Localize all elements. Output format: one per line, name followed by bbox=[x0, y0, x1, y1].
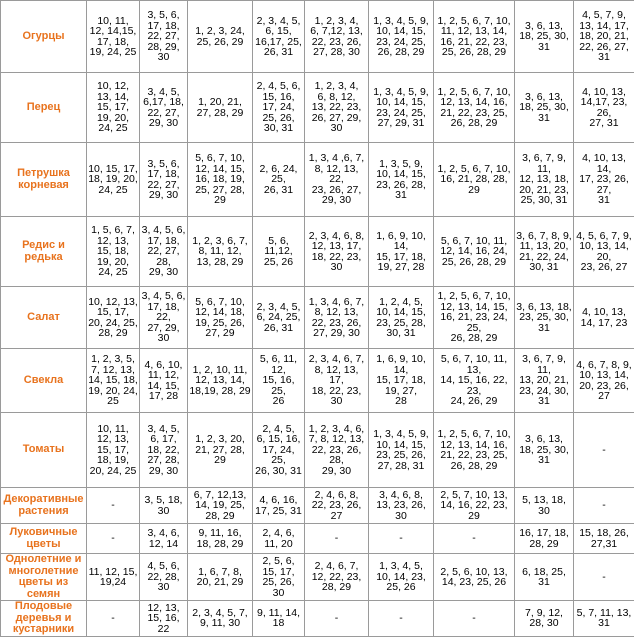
table-row bbox=[1, 143, 634, 217]
table-row bbox=[1, 524, 634, 554]
day-cell: 1, 6, 7, 8, 20, 21, 29 bbox=[188, 554, 253, 601]
day-cell: 4, 5, 6, 7, 9, 10, 13, 14, 20, 23, 26, 27 bbox=[574, 217, 634, 287]
day-cell: 3, 5, 6, 17, 18, 22, 27, 29, 30 bbox=[140, 143, 188, 217]
day-cell: 2, 4, 6, 8, 22, 23, 26, 27 bbox=[305, 488, 369, 524]
day-cell: 1, 2, 5, 6, 7, 10, 11, 12, 13, 14, 16, 21, 22, 23, 25, 26, 28, 29 bbox=[434, 1, 515, 73]
day-cell: 3, 4, 5, 6,17, 18, 22, 27, 29, 30 bbox=[140, 73, 188, 143]
day-cell: 9, 11, 16, 18, 28, 29 bbox=[188, 524, 253, 554]
day-cell: 10, 12, 13, 15, 17, 20, 24, 25, 28, 29 bbox=[87, 287, 140, 349]
day-cell: 4, 6, 10, 11, 12, 14, 15, 17, 28 bbox=[140, 349, 188, 413]
table-row bbox=[1, 1, 634, 73]
day-cell: 11, 12, 15, 19,24 bbox=[87, 554, 140, 601]
day-cell: - bbox=[87, 488, 140, 524]
day-cell: 1, 2, 5, 6, 7, 10, 12, 13, 14, 15, 16, 21, 23, 24, 25, 26, 28, 29 bbox=[434, 287, 515, 349]
day-cell: 1, 2, 5, 6, 7, 10, 12, 13, 14, 16, 21, 22, 23, 25, 26, 28, 29 bbox=[434, 73, 515, 143]
day-cell: 4, 6, 16, 17, 25, 31 bbox=[253, 488, 305, 524]
crop-label: Плодовые деревья и кустарники bbox=[1, 601, 87, 637]
day-cell: 10, 12, 13, 14, 15, 17, 19, 20, 24, 25 bbox=[87, 73, 140, 143]
day-cell: 1, 3, 4, 5, 9, 10, 14, 15, 23, 24, 25, 27, 29, 31 bbox=[369, 73, 434, 143]
table-row bbox=[1, 349, 634, 413]
day-cell: 4, 10, 13, 14, 17, 23, 26, 27, 31 bbox=[574, 143, 634, 217]
day-cell: 4, 6, 7, 8, 9, 10, 13, 14, 20, 23, 26, 27 bbox=[574, 349, 634, 413]
day-cell: 3, 6, 7, 9, 11, 12, 13, 18, 20, 21, 23, 25, 30, 31 bbox=[515, 143, 574, 217]
day-cell: 15, 18, 26, 27,31 bbox=[574, 524, 634, 554]
crop-label: Томаты bbox=[1, 413, 87, 488]
day-cell: 2, 4, 5, 6, 15, 16, 17, 24, 25, 26, 30, 31 bbox=[253, 413, 305, 488]
crop-label: Луковичные цветы bbox=[1, 524, 87, 554]
day-cell: 2, 6, 24, 25, 26, 31 bbox=[253, 143, 305, 217]
crop-label: Перец bbox=[1, 73, 87, 143]
day-cell: 1, 20, 21, 27, 28, 29 bbox=[188, 73, 253, 143]
day-cell: 1, 2, 3, 4, 6, 7, 8, 12, 13, 22, 23, 26, 28, 29, 30 bbox=[305, 413, 369, 488]
day-cell: 6, 18, 25, 31 bbox=[515, 554, 574, 601]
day-cell: 1, 3, 4, 5, 9, 10, 14, 15, 23, 24, 25, 26, 28, 29 bbox=[369, 1, 434, 73]
day-cell: 5, 6, 7, 10, 12, 14, 15, 16, 18, 19, 25, 27, 28, 29 bbox=[188, 143, 253, 217]
crop-label: Редис и редька bbox=[1, 217, 87, 287]
day-cell: 2, 3, 4, 5, 6, 24, 25, 26, 31 bbox=[253, 287, 305, 349]
day-cell: 3, 6, 13, 18, 25, 30, 31 bbox=[515, 1, 574, 73]
day-cell: 5, 13, 18, 30 bbox=[515, 488, 574, 524]
day-cell: 3, 5, 6, 17, 18, 22, 27, 28, 29, 30 bbox=[140, 1, 188, 73]
day-cell: 3, 4, 6, 8, 13, 23, 26, 30 bbox=[369, 488, 434, 524]
day-cell: - bbox=[87, 601, 140, 637]
day-cell: 1, 2, 5, 6, 7, 10, 12, 13, 14, 16, 21, 22, 23, 25, 26, 28, 29 bbox=[434, 413, 515, 488]
crop-label: Однолетние и многолетние цветы из семян bbox=[1, 554, 87, 601]
crop-label: Огурцы bbox=[1, 1, 87, 73]
day-cell: 1, 2, 3, 4, 6, 8, 12, 13, 22, 23, 26, 27, 29, 30 bbox=[305, 73, 369, 143]
day-cell: - bbox=[434, 601, 515, 637]
day-cell: 5, 6, 7, 10, 11, 12, 14, 16, 24, 25, 26, 28, 29 bbox=[434, 217, 515, 287]
crop-label: Салат bbox=[1, 287, 87, 349]
day-cell: 1, 2, 3, 20, 21, 27, 28, 29 bbox=[188, 413, 253, 488]
day-cell: 9, 11, 14, 18 bbox=[253, 601, 305, 637]
day-cell: - bbox=[305, 524, 369, 554]
day-cell: 12, 13, 15, 16, 22 bbox=[140, 601, 188, 637]
day-cell: 2, 3, 4, 6, 7, 8, 12, 13, 17, 18, 22, 23, 30 bbox=[305, 349, 369, 413]
day-cell: 1, 6, 9, 10, 14, 15, 17, 18, 19, 27, 28 bbox=[369, 217, 434, 287]
calendar-body bbox=[1, 1, 634, 637]
day-cell: 1, 3, 5, 9, 10, 14, 15, 23, 26, 28, 31 bbox=[369, 143, 434, 217]
day-cell: 4, 5, 7, 9, 13, 14, 17, 18, 20, 21, 22, 26, 27, 31 bbox=[574, 1, 634, 73]
day-cell: 3, 6, 7, 8, 9, 11, 13, 20, 21, 22, 24, 30, 31 bbox=[515, 217, 574, 287]
day-cell: 2, 3, 4, 5, 7, 9, 11, 30 bbox=[188, 601, 253, 637]
day-cell: 1, 6, 9, 10, 14, 15, 17, 18, 19, 27, 28 bbox=[369, 349, 434, 413]
day-cell: 2, 3, 4, 6, 8, 12, 13, 17, 18, 22, 23, 30 bbox=[305, 217, 369, 287]
day-cell: 3, 4, 5, 6, 17, 18, 22, 27, 28, 29, 30 bbox=[140, 413, 188, 488]
day-cell: 2, 4, 5, 6, 15, 16, 17, 24, 25, 26, 30, 31 bbox=[253, 73, 305, 143]
day-cell: 2, 4, 6, 11, 20 bbox=[253, 524, 305, 554]
day-cell: - bbox=[305, 601, 369, 637]
day-cell: - bbox=[574, 413, 634, 488]
day-cell: 4, 5, 6, 22, 28, 30 bbox=[140, 554, 188, 601]
table-row bbox=[1, 554, 634, 601]
table-row bbox=[1, 217, 634, 287]
day-cell: 2, 5, 6, 15, 17, 25, 26, 30 bbox=[253, 554, 305, 601]
day-cell: 1, 2, 3, 4, 6, 7,12, 13, 22, 23, 26, 27, 28, 30 bbox=[305, 1, 369, 73]
day-cell: 1, 2, 5, 6, 7, 10, 16, 21, 28, 28, 29 bbox=[434, 143, 515, 217]
day-cell: 1, 2, 4, 5, 10, 14, 15, 23, 25, 28, 30, 31 bbox=[369, 287, 434, 349]
day-cell: 10, 11, 12, 14,15, 17, 18, 19, 24, 25 bbox=[87, 1, 140, 73]
day-cell: 1, 3, 4, 6, 7, 8, 12, 13, 22, 23, 26, 27, 29, 30 bbox=[305, 287, 369, 349]
day-cell: 5, 6, 7, 10, 12, 14, 18, 19, 25, 26, 27, 29 bbox=[188, 287, 253, 349]
day-cell: 2, 5, 6, 10, 13, 14, 23, 25, 26 bbox=[434, 554, 515, 601]
day-cell: 1, 2, 3, 6, 7, 8, 11, 12, 13, 28, 29 bbox=[188, 217, 253, 287]
day-cell: 1, 2, 10, 11, 12, 13, 14, 18,19, 28, 29 bbox=[188, 349, 253, 413]
day-cell: 4, 10, 13, 14,17, 23, 26, 27, 31 bbox=[574, 73, 634, 143]
crop-label: Декоративные растения bbox=[1, 488, 87, 524]
day-cell: - bbox=[574, 488, 634, 524]
day-cell: - bbox=[369, 524, 434, 554]
day-cell: 1, 2, 3, 24, 25, 26, 29 bbox=[188, 1, 253, 73]
day-cell: - bbox=[434, 524, 515, 554]
table-row bbox=[1, 287, 634, 349]
table-row bbox=[1, 413, 634, 488]
day-cell: 1, 2, 3, 5, 7, 12, 13, 14, 15, 18, 19, 20, 24, 25 bbox=[87, 349, 140, 413]
day-cell: 7, 9, 12, 28, 30 bbox=[515, 601, 574, 637]
day-cell: 2, 3, 4, 5, 6, 15, 16,17, 25, 26, 31 bbox=[253, 1, 305, 73]
day-cell: - bbox=[574, 554, 634, 601]
day-cell: 4, 10, 13, 14, 17, 23 bbox=[574, 287, 634, 349]
day-cell: 5, 6, 11, 12, 15, 16, 25, 26 bbox=[253, 349, 305, 413]
day-cell: 3, 4, 5, 6, 17, 18, 22, 27, 29, 30 bbox=[140, 287, 188, 349]
day-cell: 3, 5, 18, 30 bbox=[140, 488, 188, 524]
day-cell: 3, 6, 13, 18, 25, 30, 31 bbox=[515, 73, 574, 143]
day-cell: 3, 6, 13, 18, 25, 30, 31 bbox=[515, 413, 574, 488]
day-cell: 5, 7, 11, 13, 31 bbox=[574, 601, 634, 637]
crop-label: Петрушка корневая bbox=[1, 143, 87, 217]
crop-label: Свекла bbox=[1, 349, 87, 413]
day-cell: 6, 7, 12,13, 14, 19, 25, 28, 29 bbox=[188, 488, 253, 524]
day-cell: - bbox=[369, 601, 434, 637]
day-cell: - bbox=[87, 524, 140, 554]
day-cell: 3, 6, 7, 9, 11, 13, 20, 21, 23, 24, 30, 31 bbox=[515, 349, 574, 413]
day-cell: 3, 6, 13, 18, 23, 25, 30, 31 bbox=[515, 287, 574, 349]
day-cell: 5, 6, 11,12, 25, 26 bbox=[253, 217, 305, 287]
day-cell: 5, 6, 7, 10, 11, 13, 14, 15, 16, 22, 23, 24, 26, 29 bbox=[434, 349, 515, 413]
day-cell: 1, 3, 4, 5, 9, 10, 14, 15, 23, 25, 26, 27, 28, 31 bbox=[369, 413, 434, 488]
day-cell: 2, 5, 7, 10, 13, 14, 16, 22, 23, 29 bbox=[434, 488, 515, 524]
day-cell: 16, 17, 18, 28, 29 bbox=[515, 524, 574, 554]
table-row bbox=[1, 601, 634, 637]
day-cell: 10, 15, 17, 18, 19, 20, 24, 25 bbox=[87, 143, 140, 217]
day-cell: 10, 11, 12, 13, 15, 17, 18, 19, 20, 24, 25 bbox=[87, 413, 140, 488]
table-row bbox=[1, 73, 634, 143]
day-cell: 3, 4, 5, 6, 17, 18, 22, 27, 28, 29, 30 bbox=[140, 217, 188, 287]
day-cell: 2, 4, 6, 7, 12, 22, 23, 28, 29 bbox=[305, 554, 369, 601]
day-cell: 1, 5, 6, 7, 12, 13, 15, 18, 19, 20, 24, 25 bbox=[87, 217, 140, 287]
day-cell: 1, 3, 4, 5, 10, 14, 23, 25, 26 bbox=[369, 554, 434, 601]
day-cell: 1, 3, 4 ,6, 7, 8, 12, 13, 22, 23, 26, 27, 29, 30 bbox=[305, 143, 369, 217]
day-cell: 3, 4, 6, 12, 14 bbox=[140, 524, 188, 554]
table-row bbox=[1, 488, 634, 524]
